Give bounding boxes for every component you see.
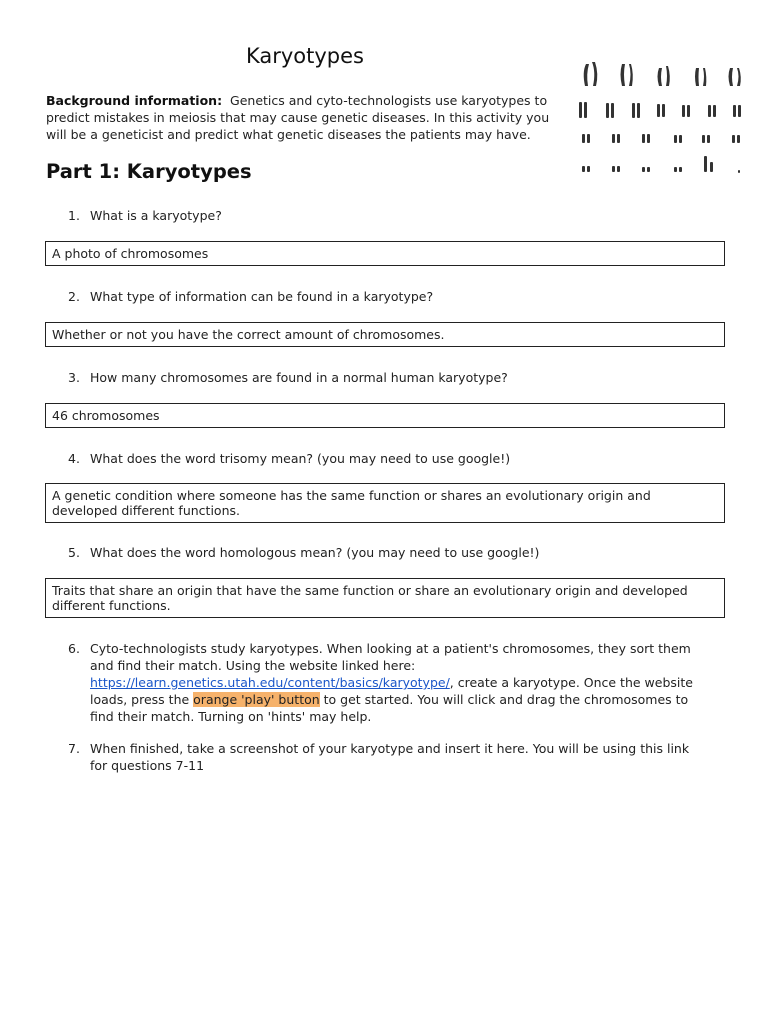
chromosome-pair bbox=[606, 103, 614, 118]
q6-text-part1: Cyto-technologists study karyotypes. When looking at a patient's chromosomes, they sort them and find their match. Using the website linked here: bbox=[90, 641, 691, 673]
question-number: 7. bbox=[68, 741, 80, 756]
question-text: What type of information can be found in a karyotype? bbox=[90, 289, 434, 304]
chromosome-pair bbox=[621, 64, 633, 86]
q6-text-part2: , create a karyotype. Once the website loads, press the bbox=[90, 675, 693, 707]
chromosome-pair bbox=[702, 135, 710, 143]
chromosome-pair bbox=[674, 135, 682, 143]
answer-box-2[interactable] bbox=[45, 322, 725, 347]
answer-box-4[interactable] bbox=[45, 483, 725, 523]
answer-text: Traits that share an origin that have the same function or share an evolutionary origin and developed different functions. bbox=[52, 583, 688, 613]
answer-text: A photo of chromosomes bbox=[52, 246, 209, 261]
chromosome-pair bbox=[582, 166, 590, 172]
question-text: How many chromosomes are found in a normal human karyotype? bbox=[90, 370, 508, 385]
chromosome-pair bbox=[642, 167, 650, 172]
part1-heading: Part 1: Karyotypes bbox=[46, 160, 252, 183]
chromosome-pair bbox=[582, 134, 590, 143]
chromosome bbox=[738, 170, 740, 173]
question-text: What is a karyotype? bbox=[90, 208, 222, 223]
orange-play-button-highlight: orange 'play' button bbox=[193, 692, 320, 707]
question-number: 2. bbox=[68, 289, 80, 304]
karyotype-activity-link[interactable]: https://learn.genetics.utah.edu/content/basics/karyotype/ bbox=[90, 675, 450, 690]
chromosome-pair bbox=[632, 103, 640, 118]
chromosome-pair bbox=[674, 167, 682, 172]
question-number: 5. bbox=[68, 545, 80, 560]
q6-text-part3: to get started. You will click and drag the chromosomes to find their match. Turning on 'hints' may help. bbox=[90, 692, 689, 724]
answer-text: A genetic condition where someone has the same function or shares an evolutionary origin and developed different functions. bbox=[52, 488, 651, 518]
chromosome-pair bbox=[708, 105, 716, 117]
answer-box-5[interactable] bbox=[45, 578, 725, 618]
question-text: What does the word trisomy mean? (you may need to use google!) bbox=[90, 451, 511, 466]
background-label: Background information: bbox=[46, 93, 223, 108]
page-title: Karyotypes bbox=[245, 44, 365, 68]
chromosome-pair bbox=[657, 104, 665, 117]
answer-text: Whether or not you have the correct amount of chromosomes. bbox=[52, 327, 445, 342]
chromosome-pair bbox=[584, 62, 598, 86]
chromosome-pair bbox=[729, 68, 741, 86]
karyotype-image bbox=[574, 58, 752, 184]
question-text: What does the word homologous mean? (you may need to use google!) bbox=[90, 545, 540, 560]
chromosome-pair bbox=[658, 66, 670, 86]
answer-text: 46 chromosomes bbox=[52, 408, 160, 423]
answer-box-1[interactable] bbox=[45, 241, 725, 266]
answer-box-3[interactable] bbox=[45, 403, 725, 428]
chromosome-pair bbox=[642, 134, 650, 143]
background-info bbox=[46, 92, 566, 143]
chromosome-pair bbox=[579, 102, 587, 118]
chromosome-pair bbox=[695, 68, 706, 86]
chromosome-pair bbox=[732, 135, 740, 143]
question-text: When finished, take a screenshot of your karyotype and insert it here. You will be using this link for questions 7-11 bbox=[90, 741, 690, 773]
question-number: 3. bbox=[68, 370, 80, 385]
chromosome-pair bbox=[733, 105, 741, 117]
chromosome-pair bbox=[704, 156, 713, 172]
question-number: 4. bbox=[68, 451, 80, 466]
question-number: 1. bbox=[68, 208, 80, 223]
chromosome-pair bbox=[612, 166, 620, 172]
question-text bbox=[90, 640, 710, 725]
chromosome-pair bbox=[612, 134, 620, 143]
question-number: 6. bbox=[68, 641, 80, 656]
background-text: Genetics and cyto-technologists use karyotypes to predict mistakes in meiosis that may cause genetic diseases. In this activity you will be a geneticist and predict what genetic diseases the patients may have. bbox=[46, 93, 550, 142]
chromosome-pair bbox=[682, 105, 690, 117]
